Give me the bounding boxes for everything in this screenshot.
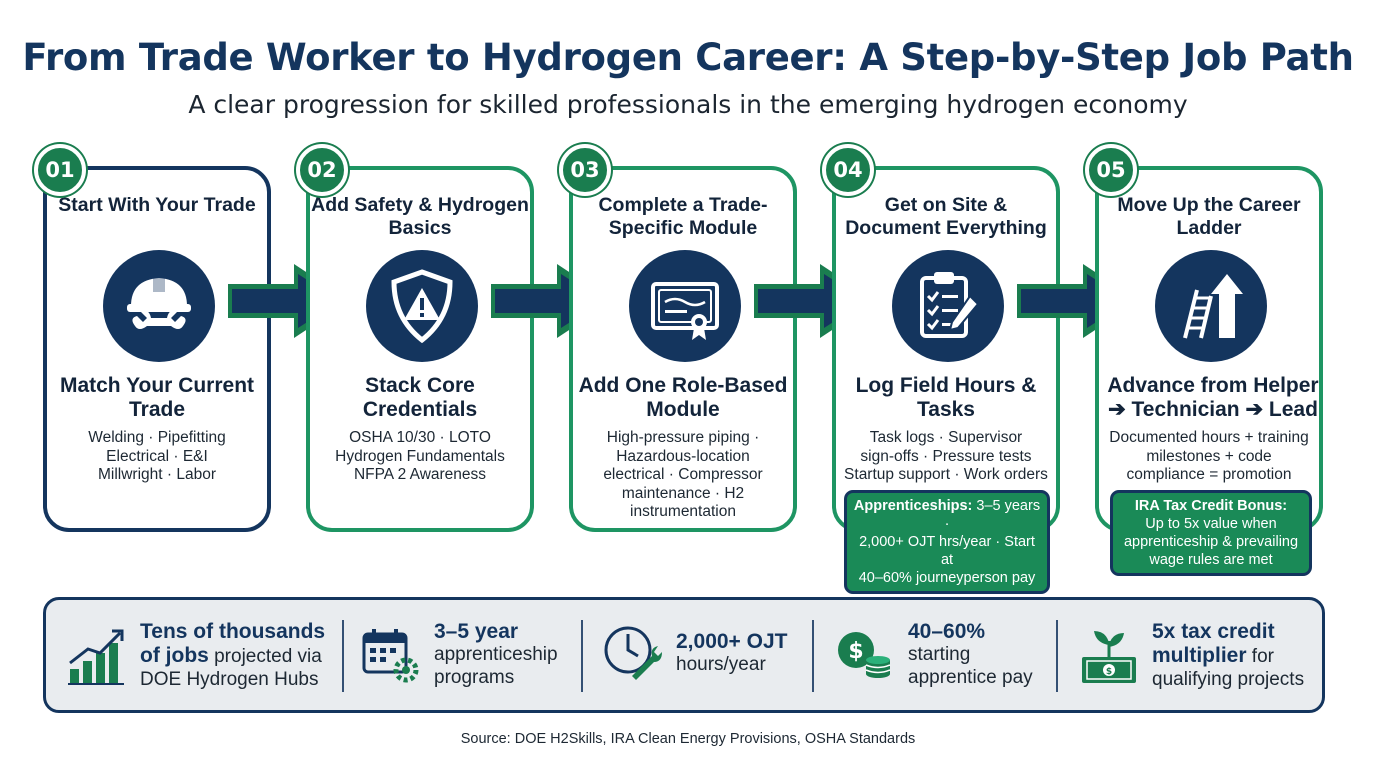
- stat-divider: [342, 620, 344, 692]
- step-details: OSHA 10/30 · LOTO Hydrogen Fundamentals NFPA 2 Awareness: [335, 429, 505, 483]
- step-number-badge-2: 02: [296, 144, 348, 196]
- stat-jobs: Tens of thousands of jobs projected via DOE Hydrogen Hubs: [64, 620, 330, 691]
- svg-text:$: $: [1105, 666, 1113, 677]
- ladder-arrow-up-icon: [1155, 250, 1267, 362]
- tax-credit-callout: IRA Tax Credit Bonus: Up to 5x value when apprenticeship & prevailing wage rules are met: [1110, 490, 1312, 576]
- stat-apprenticeship: 3–5 year apprenticeship programs: [358, 620, 574, 689]
- step-subheading: Advance from Helper ➔ Technician ➔ Lead: [1107, 374, 1319, 421]
- step-card-4: [832, 166, 1060, 532]
- step-details: Task logs · Supervisor sign-offs · Pressure tests Startup support · Work orders: [844, 429, 1048, 483]
- certificate-icon: [629, 250, 741, 362]
- page-subtitle: A clear progression for skilled professionals in the emerging hydrogen economy: [188, 90, 1188, 119]
- step-heading: Add Safety & Hydrogen Basics: [311, 194, 529, 239]
- step-heading: Complete a Trade-Specific Module: [598, 194, 768, 239]
- step-details: High-pressure piping · Hazardous-location electrical · Compressor maintenance · H2 instrumentation: [603, 429, 763, 520]
- step-number-badge-1: 01: [34, 144, 86, 196]
- step-card-5: [1095, 166, 1323, 532]
- source-note: Source: DOE H2Skills, IRA Clean Energy Provisions, OSHA Standards: [460, 731, 916, 747]
- step-number-badge-3: 03: [559, 144, 611, 196]
- bar-chart-growth-icon: [64, 623, 130, 689]
- dollar-coins-icon: [832, 622, 898, 688]
- stat-divider: [581, 620, 583, 692]
- step-details: Documented hours + training milestones + code compliance = promotion: [1109, 429, 1309, 483]
- stat-divider: [812, 620, 814, 692]
- stat-ojt-hours: 2,000+ OJT hours/year: [600, 620, 816, 686]
- step-heading: Get on Site & Document Everything: [845, 194, 1047, 239]
- step-number-badge-4: 04: [822, 144, 874, 196]
- svg-text:$: $: [848, 638, 864, 664]
- step-subheading: Match Your Current Trade: [59, 374, 255, 421]
- calendar-gear-icon: [358, 622, 424, 688]
- step-subheading: Add One Role-Based Module: [578, 374, 788, 421]
- stat-starting-pay: $ 40–60% starting apprentice pay: [832, 620, 1048, 689]
- step-heading: Move Up the Career Ladder: [1117, 194, 1301, 239]
- step-card-2: [306, 166, 534, 532]
- step-card-3: [569, 166, 797, 532]
- stats-bar: [43, 597, 1325, 713]
- stat-tax-credit: $ 5x tax credit multiplier for qualifying projects: [1076, 620, 1322, 691]
- shield-warning-icon: [366, 250, 478, 362]
- hard-hat-wrench-icon: [103, 250, 215, 362]
- step-heading: Start With Your Trade: [58, 194, 256, 216]
- clock-wrench-icon: [600, 620, 666, 686]
- step-card-1: [43, 166, 271, 532]
- step-subheading: Stack Core Credentials: [362, 374, 478, 421]
- money-plant-icon: [1076, 623, 1142, 689]
- step-number-badge-5: 05: [1085, 144, 1137, 196]
- step-details: Welding · Pipefitting Electrical · E&I Millwright · Labor: [88, 429, 226, 483]
- page-title: From Trade Worker to Hydrogen Career: A Step-by-Step Job Path: [22, 36, 1354, 79]
- clipboard-checklist-icon: [892, 250, 1004, 362]
- step-subheading: Log Field Hours & Tasks: [855, 374, 1037, 421]
- apprenticeship-callout: Apprenticeships: 3–5 years · 2,000+ OJT hrs/year · Start at 40–60% journeyperson pay: [844, 490, 1050, 594]
- stat-divider: [1056, 620, 1058, 692]
